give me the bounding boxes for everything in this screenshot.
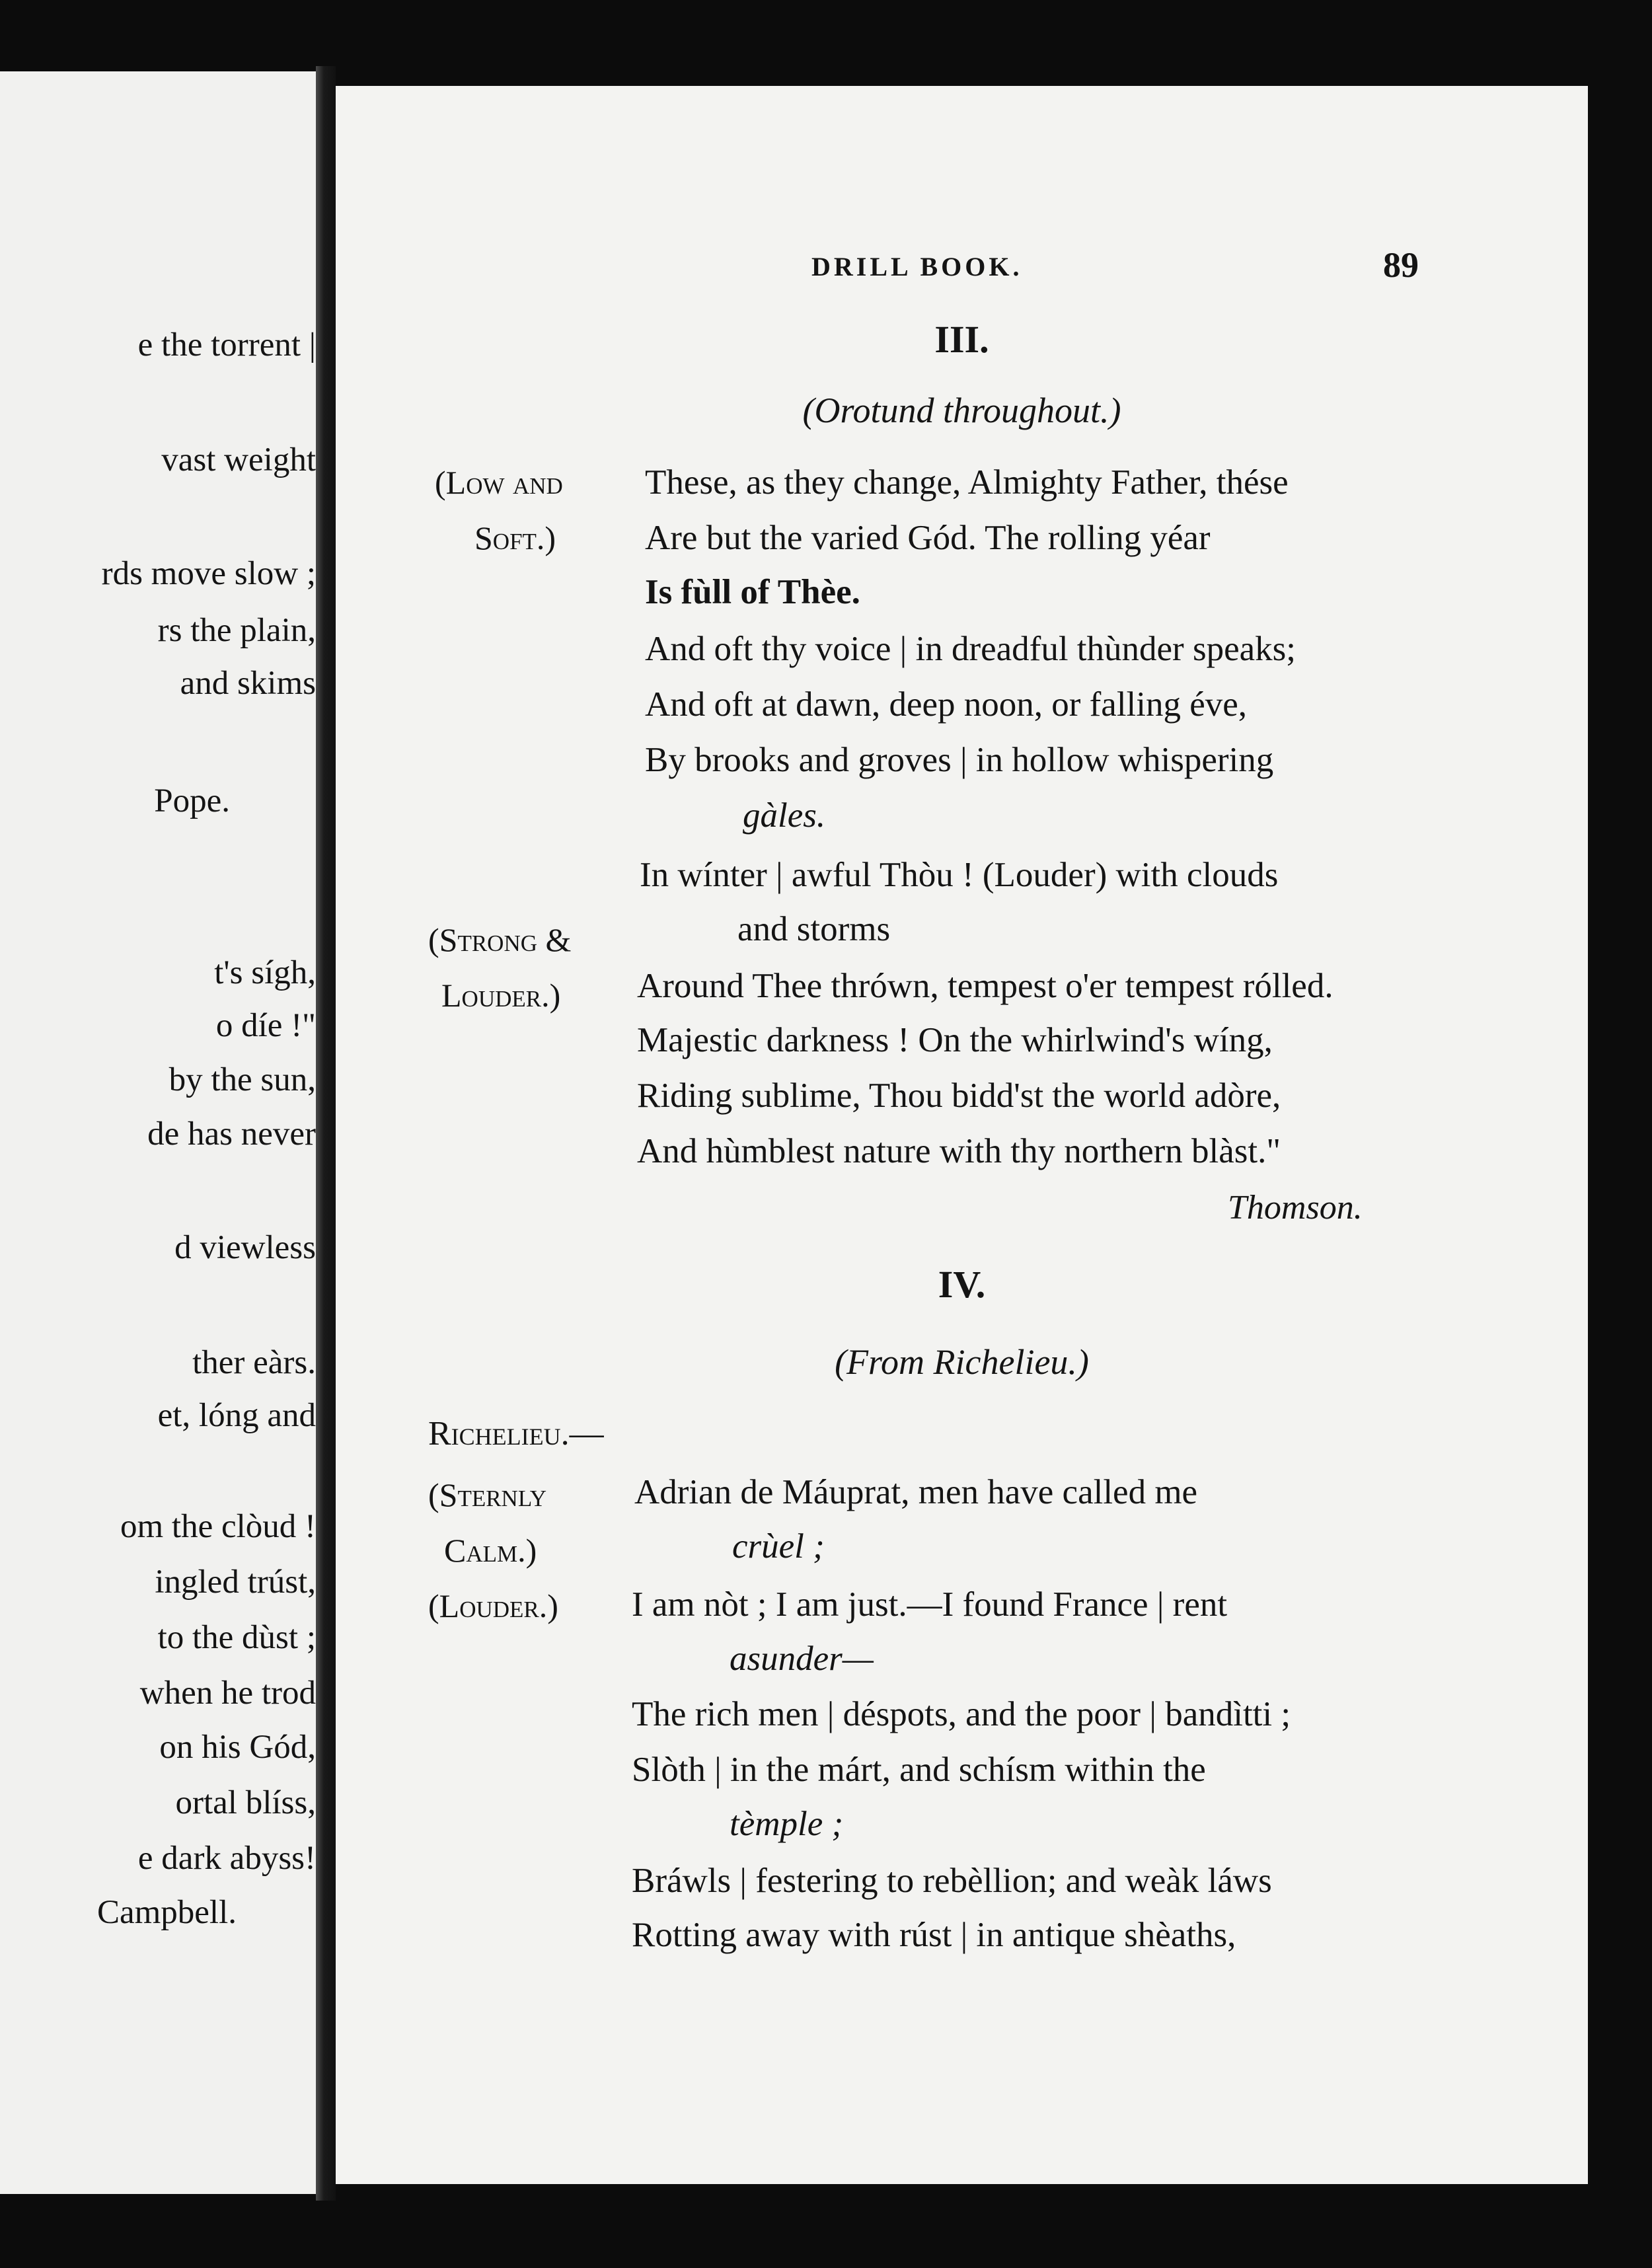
left-fragment-line: by the sun, bbox=[169, 1061, 316, 1098]
verse-line: And oft at dawn, deep noon, or falling éve, bbox=[645, 685, 1248, 724]
left-fragment-line: when he trod bbox=[139, 1675, 316, 1712]
section-heading-iv: IV. bbox=[938, 1263, 986, 1306]
verse-line: Riding sublime, Thou bidd'st the world adòre, bbox=[637, 1077, 1281, 1115]
dialogue-line: Bráwls | festering to rebèllion; and weàk láws bbox=[632, 1862, 1272, 1900]
left-fragment-line: e dark abyss! bbox=[137, 1840, 316, 1877]
margin-note bbox=[435, 455, 563, 566]
left-fragment-attribution: Pope. bbox=[154, 782, 230, 819]
verse-line: Around Thee thrówn, tempest o'er tempest rólled. bbox=[637, 967, 1333, 1005]
left-fragment-line: to the dùst ; bbox=[157, 1619, 316, 1656]
page-number: 89 bbox=[1383, 245, 1419, 285]
margin-note bbox=[428, 1467, 546, 1578]
dialogue-line: Slòth | in the márt, and schísm within the bbox=[632, 1751, 1206, 1789]
verse-line: And oft thy voice | in dreadful thùnder speaks; bbox=[645, 630, 1296, 668]
left-fragment-line: om the clòud ! bbox=[120, 1508, 316, 1545]
left-fragment-line: t's sígh, bbox=[214, 954, 316, 991]
dialogue-line: crùel ; bbox=[732, 1527, 825, 1566]
verse-line: Is fùll of Thèe. bbox=[645, 573, 860, 611]
margin-note bbox=[428, 912, 571, 1023]
section-heading-iii: III. bbox=[934, 318, 989, 361]
left-fragment-line: rds move slow ; bbox=[101, 555, 316, 592]
verse-line: In wínter | awful Thòu ! (Louder) with clouds bbox=[640, 856, 1279, 894]
book-gutter bbox=[316, 66, 336, 2201]
left-fragment-line: ingled trúst, bbox=[155, 1564, 316, 1601]
left-fragment-line: on his Gód, bbox=[159, 1729, 316, 1766]
left-fragment-line: e the torrent | bbox=[137, 326, 316, 363]
left-fragment-line: ther eàrs. bbox=[192, 1344, 316, 1381]
margin-note-line: Soft.) bbox=[474, 519, 556, 556]
left-fragment-line: d viewless bbox=[174, 1229, 316, 1266]
left-fragment-line: o díe !" bbox=[215, 1007, 316, 1044]
verse-line: And hùmblest nature with thy northern blàst." bbox=[637, 1132, 1281, 1170]
left-fragment-line: et, lóng and bbox=[157, 1397, 316, 1434]
margin-note-line: (Sternly bbox=[428, 1476, 546, 1513]
left-fragment-line: rs the plain, bbox=[157, 612, 316, 649]
dialogue-line: I am nòt ; I am just.—I found France | rent bbox=[632, 1585, 1228, 1624]
margin-note-line: Calm.) bbox=[444, 1532, 537, 1569]
margin-note-line: Louder.) bbox=[441, 977, 561, 1014]
attribution-thomson: Thomson. bbox=[1228, 1189, 1363, 1227]
running-head: DRILL BOOK. bbox=[811, 252, 1023, 282]
verse-line: These, as they change, Almighty Father, thése bbox=[645, 463, 1289, 502]
section-direction-iii: (Orotund throughout.) bbox=[802, 391, 1121, 430]
current-page bbox=[336, 86, 1588, 2184]
margin-note-line: (Louder.) bbox=[428, 1587, 558, 1624]
margin-note-line: (Strong & bbox=[428, 921, 572, 958]
previous-page-fragment bbox=[0, 71, 316, 2194]
verse-line: gàles. bbox=[743, 796, 826, 835]
margin-note bbox=[428, 1578, 558, 1634]
speaker-name: Richelieu.— bbox=[428, 1415, 604, 1453]
left-fragment-line: ortal blíss, bbox=[175, 1784, 316, 1821]
dialogue-line: The rich men | déspots, and the poor | bandìtti ; bbox=[632, 1695, 1291, 1733]
dialogue-line: tèmple ; bbox=[730, 1805, 844, 1843]
verse-line: By brooks and groves | in hollow whispering bbox=[645, 741, 1274, 779]
left-fragment-line: vast weight bbox=[161, 441, 316, 478]
verse-line: Majestic darkness ! On the whirlwind's wíng, bbox=[637, 1021, 1273, 1059]
left-fragment-line: and skims bbox=[180, 665, 316, 702]
dialogue-line: asunder— bbox=[730, 1640, 874, 1678]
section-direction-iv: (From Richelieu.) bbox=[835, 1342, 1089, 1382]
margin-note-line: (Low and bbox=[435, 464, 563, 501]
dialogue-line: Adrian de Máuprat, men have called me bbox=[634, 1473, 1198, 1511]
verse-line: Are but the varied Gód. The rolling yéar bbox=[645, 519, 1211, 557]
verse-line: and storms bbox=[737, 910, 891, 948]
dialogue-line: Rotting away with rúst | in antique shèaths, bbox=[632, 1916, 1236, 1954]
left-fragment-attribution: Campbell. bbox=[96, 1894, 237, 1931]
left-fragment-line: de has never bbox=[147, 1115, 316, 1153]
